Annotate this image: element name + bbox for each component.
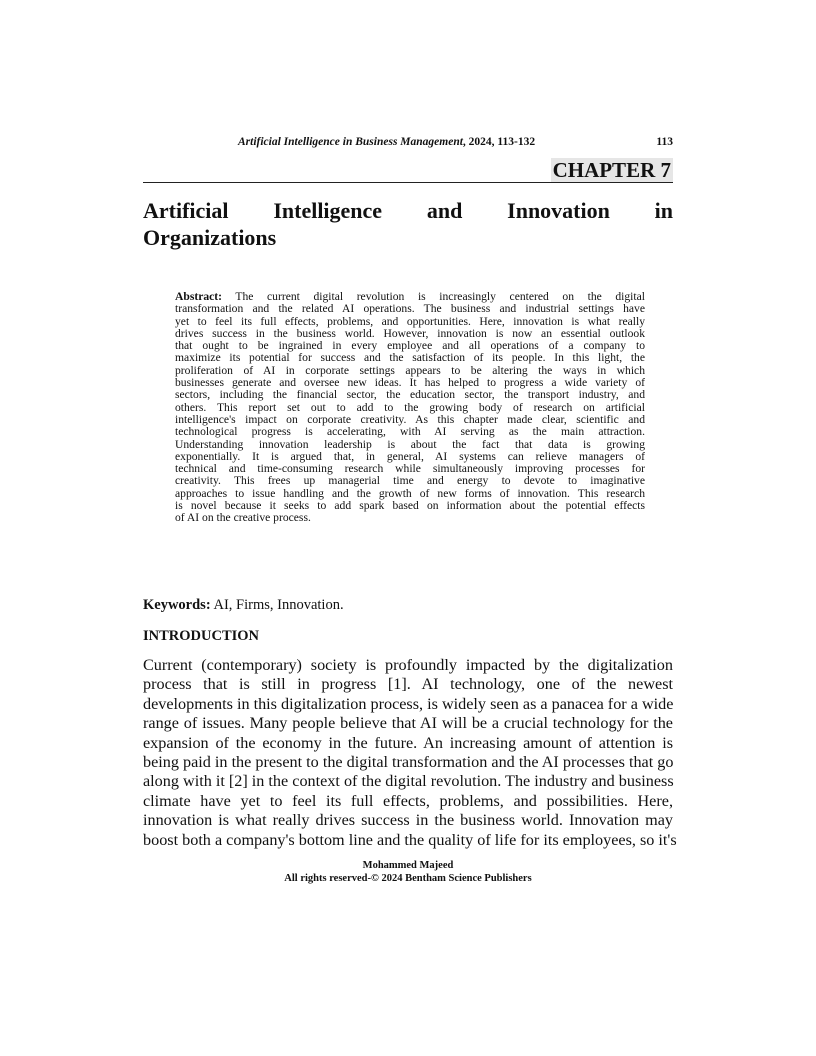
body-line: being paid in the present to the digital transformation and the AI processes that go: [143, 753, 674, 772]
body-line: developments in this digitalization process, is widely seen as a panacea for a wide: [143, 694, 674, 713]
keywords-label: Keywords:: [143, 597, 211, 613]
abstract-line: sectors, including the financial sector, the education sector, the transport industry, and: [175, 388, 645, 402]
footer-author: Mohammed Majeed: [362, 860, 454, 871]
abstract-line: yet to feel its full effects, problems, and opportunities. Here, innovation is what really: [175, 314, 645, 328]
body-line: along with it [2] in the context of the digital revolution. The industry and business: [143, 772, 674, 791]
body-line: range of issues. Many people believe that AI will be a crucial technology for the: [143, 714, 673, 733]
body-line: Current (contemporary) society is profoundly impacted by the digitalization: [143, 656, 673, 674]
header-divider: [143, 182, 673, 183]
abstract-line: proliferation of AI in corporate settings appears to be altering the ways in which: [175, 363, 645, 377]
abstract-line: exponentially. It is argued that, in general, AI systems can relieve managers of: [175, 449, 645, 463]
body-line: boost both a company's bottom line and the quality of life for its employees, so it's: [143, 830, 677, 849]
journal-info: , 2024, 113-132: [462, 136, 536, 148]
abstract-line: is novel because it seeks to add spark based on information about the potential effects: [175, 499, 645, 513]
journal-title: Artificial Intelligence in Business Management: [238, 136, 463, 148]
abstract-line: approaches to issue handling and the growth of new forms of innovation. This research: [175, 486, 645, 500]
keywords: [143, 597, 344, 614]
abstract-line: that ought to be ingrained in every employee and all operations of a company to: [175, 339, 645, 353]
body-line: innovation is what really drives success in the business world. Innovation may: [143, 811, 673, 830]
abstract: [175, 291, 645, 525]
section-heading: INTRODUCTION: [143, 628, 260, 644]
abstract-line: technical and time-consuming research while simultaneously improving processes for: [175, 462, 645, 476]
abstract-line: maximize its potential for success and the satisfaction of its people. In this light, the: [175, 351, 645, 365]
abstract-line: Understanding innovation leadership is about the fact that data is growing: [175, 437, 645, 451]
abstract-line: businesses generate and oversee new ideas. It has helped to progress a wide variety of: [175, 376, 645, 390]
title-line: Organizations: [143, 225, 277, 250]
abstract-line: technological progress is accelerating, with AI serving as the main attraction.: [175, 425, 645, 439]
body-line: expansion of the economy in the future. An increasing amount of attention is: [143, 733, 673, 752]
chapter-label: CHAPTER 7: [552, 158, 671, 182]
footer-copyright: All rights reserved-© 2024 Bentham Science Publishers: [284, 873, 532, 884]
abstract-line: intelligence's impact on corporate creativity. As this chapter made clear, scientific and: [175, 412, 645, 426]
page-number: 113: [656, 136, 673, 148]
body-line: process that is still in progress [1]. AI technology, one of the newest: [143, 675, 673, 694]
chapter-title: [143, 197, 673, 251]
abstract-line: drives success in the business world. However, innovation is now an essential outlook: [175, 326, 645, 340]
abstract-line: transformation and the related AI operations. The business and industrial settings have: [175, 302, 645, 316]
abstract-line: of AI on the creative process.: [175, 511, 311, 525]
footer: [143, 859, 673, 885]
body-paragraph: [143, 656, 677, 850]
abstract-line: others. This report set out to add to the growing body of research on artificial: [175, 400, 645, 414]
journal-citation: [238, 136, 535, 148]
body-line: climate have yet to feel its full effects, problems, and possibilities. Here,: [143, 791, 673, 810]
abstract-text: The current digital revolution is increasingly centered on the digital: [222, 290, 645, 303]
title-line: Artificial Intelligence and Innovation in: [143, 198, 673, 223]
abstract-label: Abstract:: [175, 290, 223, 303]
abstract-line: creativity. This frees up managerial time and energy to devote to imaginative: [175, 474, 645, 488]
keywords-text: AI, Firms, Innovation.: [210, 597, 344, 613]
